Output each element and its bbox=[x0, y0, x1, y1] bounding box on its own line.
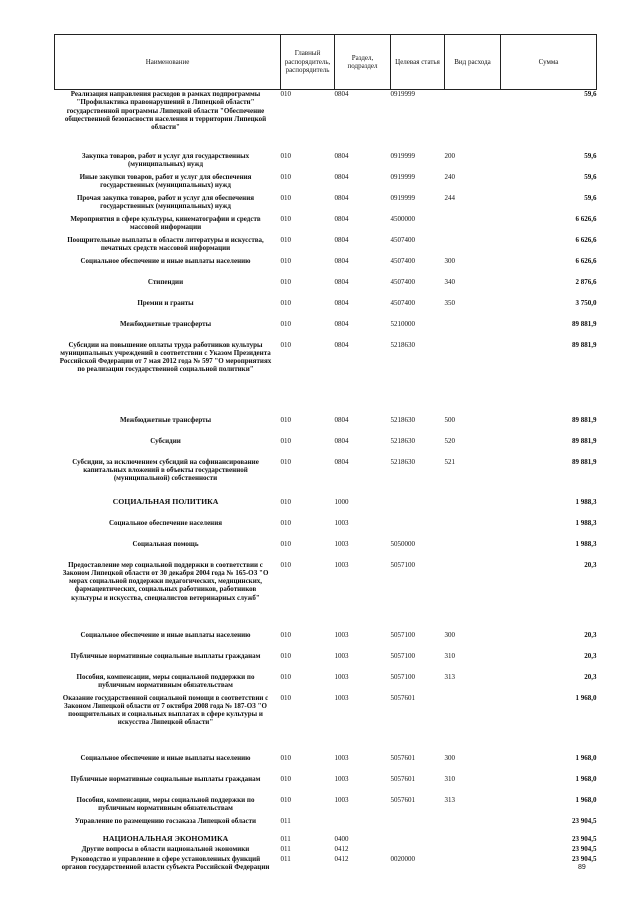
row-expense-type bbox=[445, 90, 501, 152]
row-admin: 010 bbox=[280, 298, 291, 307]
header-name: Наименование bbox=[55, 35, 281, 90]
row-name: Мероприятия в сфере культуры, кинематографии и средств массовой информации bbox=[70, 214, 261, 231]
table-row bbox=[55, 278, 597, 299]
header-amount: Сумма bbox=[501, 35, 597, 90]
row-section: 1003 bbox=[334, 560, 349, 569]
row-section: 1003 bbox=[334, 539, 349, 548]
row-admin: 010 bbox=[280, 795, 291, 804]
row-name: Премии и гранты bbox=[137, 298, 194, 307]
table-row bbox=[55, 215, 597, 236]
row-section: 1003 bbox=[334, 774, 349, 783]
row-expense-type bbox=[445, 835, 501, 845]
row-expense-type bbox=[445, 817, 501, 835]
row-admin: 011 bbox=[280, 834, 291, 843]
row-target bbox=[391, 845, 445, 855]
row-admin: 010 bbox=[280, 193, 291, 202]
table-header-row bbox=[55, 35, 597, 90]
row-expense-type: 300 bbox=[444, 753, 455, 762]
row-section: 1000 bbox=[334, 497, 349, 506]
row-section: 0804 bbox=[334, 151, 349, 160]
row-admin: 010 bbox=[280, 518, 291, 527]
row-section: 0412 bbox=[334, 854, 349, 863]
row-name: Предоставление мер социальной поддержки в соответствии с Законом Липецкой области от 30 декабря 2004 года № 165-ОЗ "О мерах социальной поддержки педагогических, медицинских, фармацевтических, социальных работников, работников культуры и искусства, специалистов ветеринарных служб" bbox=[62, 560, 269, 602]
row-name: Стипендии bbox=[147, 277, 184, 286]
row-target: 5218630 bbox=[390, 457, 415, 466]
table-row bbox=[55, 845, 597, 855]
row-name: СОЦИАЛЬНАЯ ПОЛИТИКА bbox=[112, 496, 219, 506]
row-admin: 010 bbox=[280, 172, 291, 181]
table-row bbox=[55, 540, 597, 561]
budget-table-sheet bbox=[54, 34, 596, 883]
row-target bbox=[391, 519, 445, 540]
row-section: 1003 bbox=[334, 630, 349, 639]
row-name: Социальное обеспечение и иные выплаты населению bbox=[80, 753, 251, 762]
page-number: 89 bbox=[578, 864, 586, 871]
row-section: 1003 bbox=[334, 753, 349, 762]
row-admin: 010 bbox=[280, 256, 291, 265]
row-section bbox=[335, 817, 391, 835]
row-target: 5057100 bbox=[390, 651, 415, 660]
row-name: Поощрительные выплаты в области литературы и искусства, печатных средств массовой информации bbox=[67, 235, 264, 252]
row-target: 4507400 bbox=[390, 235, 415, 244]
table-row bbox=[55, 796, 597, 817]
row-amount: 89 881,9 bbox=[572, 436, 597, 445]
row-target: 5057100 bbox=[390, 630, 415, 639]
row-target: 5210000 bbox=[390, 319, 415, 328]
row-target: 5057601 bbox=[390, 795, 415, 804]
row-expense-type bbox=[445, 540, 501, 561]
row-admin: 010 bbox=[280, 415, 291, 424]
row-name: Прочая закупка товаров, работ и услуг для обеспечения государственных (муниципальных) нужд bbox=[76, 193, 255, 210]
row-amount: 20,3 bbox=[584, 560, 597, 569]
row-amount: 1 988,3 bbox=[575, 497, 597, 506]
row-name: Субсидии на повышение оплаты труда работников культуры муниципальных учреждений в соответствии с Указом Президента Российской Федерации от 7 мая 2012 года № 597 "О мероприятиях по реализации государственной социальной политики" bbox=[59, 340, 272, 374]
row-expense-type bbox=[445, 694, 501, 754]
row-expense-type: 521 bbox=[444, 457, 455, 466]
row-name: Управление по размещению госзаказа Липецкой области bbox=[74, 816, 257, 825]
table-row bbox=[55, 631, 597, 652]
row-expense-type: 350 bbox=[444, 298, 455, 307]
row-target: 5057100 bbox=[390, 560, 415, 569]
row-section: 0804 bbox=[334, 436, 349, 445]
row-amount: 6 626,6 bbox=[575, 256, 597, 265]
row-expense-type bbox=[445, 341, 501, 416]
row-name: Руководство и управление в сфере установленных функций органов государственной власти субъекта Российской Федерации bbox=[61, 854, 270, 871]
row-amount: 23 904,5 bbox=[572, 834, 597, 843]
row-expense-type: 520 bbox=[444, 436, 455, 445]
table-row bbox=[55, 416, 597, 437]
table-row bbox=[55, 299, 597, 320]
row-amount: 89 881,9 bbox=[572, 457, 597, 466]
row-section: 0804 bbox=[334, 256, 349, 265]
table-row bbox=[55, 257, 597, 278]
row-target: 0919999 bbox=[390, 193, 415, 202]
row-target: 5057601 bbox=[390, 774, 415, 783]
row-amount: 59,6 bbox=[584, 151, 597, 160]
row-name: Оказание государственной социальной помощи в соответствии с Законом Липецкой области от 7 октября 2008 года № 187-ОЗ "О поощрительных и социальных выплатах в сфере культуры и искусства Липецкой области" bbox=[62, 693, 269, 727]
table-row bbox=[55, 498, 597, 519]
row-expense-type: 244 bbox=[444, 193, 455, 202]
row-admin: 010 bbox=[280, 319, 291, 328]
row-amount: 89 881,9 bbox=[572, 340, 597, 349]
table-row bbox=[55, 152, 597, 173]
row-target bbox=[391, 835, 445, 845]
row-name: Социальная помощь bbox=[132, 539, 199, 548]
row-amount: 20,3 bbox=[584, 630, 597, 639]
row-amount: 1 968,0 bbox=[575, 795, 597, 804]
table-row bbox=[55, 458, 597, 498]
row-expense-type bbox=[445, 236, 501, 257]
row-amount: 6 626,6 bbox=[575, 235, 597, 244]
row-target: 4507400 bbox=[390, 256, 415, 265]
row-admin: 010 bbox=[280, 774, 291, 783]
row-name: Иные закупки товаров, работ и услуг для обеспечения государственных (муниципальных) нужд bbox=[79, 172, 252, 189]
row-admin: 010 bbox=[280, 672, 291, 681]
table-row bbox=[55, 320, 597, 341]
row-admin: 010 bbox=[280, 90, 291, 98]
row-admin: 010 bbox=[280, 651, 291, 660]
row-target bbox=[391, 498, 445, 519]
row-admin: 011 bbox=[280, 854, 291, 863]
row-admin: 010 bbox=[280, 753, 291, 762]
row-admin: 010 bbox=[280, 457, 291, 466]
header-target: Целевая статья bbox=[391, 35, 445, 90]
table-row bbox=[55, 817, 597, 835]
row-target: 0919999 bbox=[390, 151, 415, 160]
row-amount: 6 626,6 bbox=[575, 214, 597, 223]
row-amount: 89 881,9 bbox=[572, 415, 597, 424]
row-expense-type bbox=[445, 498, 501, 519]
row-section: 1003 bbox=[334, 651, 349, 660]
row-section: 1003 bbox=[334, 693, 349, 702]
row-expense-type: 313 bbox=[444, 672, 455, 681]
row-name: НАЦИОНАЛЬНАЯ ЭКОНОМИКА bbox=[102, 833, 229, 843]
row-expense-type: 200 bbox=[444, 151, 455, 160]
table-row bbox=[55, 236, 597, 257]
row-amount: 23 904,5 bbox=[572, 844, 597, 853]
table-row bbox=[55, 173, 597, 194]
row-section: 0804 bbox=[334, 235, 349, 244]
row-expense-type: 300 bbox=[444, 256, 455, 265]
row-section: 0804 bbox=[334, 298, 349, 307]
row-target: 5218630 bbox=[390, 340, 415, 349]
row-amount: 23 904,5 bbox=[572, 854, 597, 863]
row-section: 0804 bbox=[334, 277, 349, 286]
row-name: Публичные нормативные социальные выплаты гражданам bbox=[70, 774, 261, 783]
row-expense-type bbox=[445, 215, 501, 236]
row-section: 0804 bbox=[334, 172, 349, 181]
table-row bbox=[55, 754, 597, 775]
row-section: 0804 bbox=[334, 214, 349, 223]
row-name: Социальное обеспечение и иные выплаты населению bbox=[80, 256, 251, 265]
row-expense-type: 240 bbox=[444, 172, 455, 181]
row-admin: 010 bbox=[280, 151, 291, 160]
row-section: 0400 bbox=[334, 834, 349, 843]
table-row bbox=[55, 775, 597, 796]
row-amount: 2 876,6 bbox=[575, 277, 597, 286]
row-name: Другие вопросы в области национальной экономики bbox=[81, 844, 250, 853]
row-section: 0804 bbox=[334, 319, 349, 328]
table-row bbox=[55, 835, 597, 845]
row-name: Межбюджетные трансферты bbox=[119, 319, 212, 328]
row-admin: 010 bbox=[280, 436, 291, 445]
table-row bbox=[55, 561, 597, 631]
row-name: Социальное обеспечение и иные выплаты населению bbox=[80, 630, 251, 639]
row-admin: 010 bbox=[280, 214, 291, 223]
row-amount: 23 904,5 bbox=[572, 816, 597, 825]
table-row bbox=[55, 652, 597, 673]
header-expense-type: Вид расхода bbox=[445, 35, 501, 90]
row-target bbox=[391, 817, 445, 835]
row-admin: 010 bbox=[280, 630, 291, 639]
row-section: 0804 bbox=[334, 90, 349, 98]
table-row bbox=[55, 90, 597, 152]
row-target: 5050000 bbox=[390, 539, 415, 548]
budget-table bbox=[54, 34, 597, 883]
row-amount: 59,6 bbox=[584, 90, 597, 98]
row-target: 0919999 bbox=[390, 90, 415, 98]
row-section: 0804 bbox=[334, 415, 349, 424]
row-amount: 59,6 bbox=[584, 172, 597, 181]
row-expense-type: 340 bbox=[444, 277, 455, 286]
row-target: 5218630 bbox=[390, 415, 415, 424]
row-admin: 010 bbox=[280, 340, 291, 349]
row-admin: 010 bbox=[280, 560, 291, 569]
row-admin: 010 bbox=[280, 693, 291, 702]
row-target: 5057601 bbox=[390, 753, 415, 762]
table-row bbox=[55, 694, 597, 754]
row-amount: 20,3 bbox=[584, 672, 597, 681]
row-section: 0412 bbox=[334, 844, 349, 853]
row-expense-type bbox=[445, 845, 501, 855]
row-expense-type: 500 bbox=[444, 415, 455, 424]
row-section: 1003 bbox=[334, 672, 349, 681]
table-row bbox=[55, 341, 597, 416]
row-admin: 010 bbox=[280, 497, 291, 506]
row-amount: 1 988,3 bbox=[575, 518, 597, 527]
row-admin: 010 bbox=[280, 539, 291, 548]
row-name: Закупка товаров, работ и услуг для государственных (муниципальных) нужд bbox=[81, 151, 250, 168]
row-expense-type bbox=[445, 519, 501, 540]
row-amount: 1 968,0 bbox=[575, 774, 597, 783]
row-name: Субсидии bbox=[150, 436, 181, 445]
row-expense-type: 310 bbox=[444, 651, 455, 660]
row-name: Субсидии, за исключением субсидий на софинансирование капитальных вложений в объекты государственной (муниципальной) собственности bbox=[72, 457, 259, 483]
row-admin: 010 bbox=[280, 235, 291, 244]
row-amount: 1 988,3 bbox=[575, 539, 597, 548]
row-name: Социальное обеспечение населения bbox=[108, 518, 223, 527]
table-row bbox=[55, 519, 597, 540]
header-admin: Главный распорядитель, распорядитель bbox=[281, 35, 335, 90]
row-target: 0020000 bbox=[390, 854, 415, 863]
row-target: 5218630 bbox=[390, 436, 415, 445]
row-section: 0804 bbox=[334, 340, 349, 349]
row-amount: 89 881,9 bbox=[572, 319, 597, 328]
row-name: Публичные нормативные социальные выплаты гражданам bbox=[70, 651, 261, 660]
row-amount: 20,3 bbox=[584, 651, 597, 660]
row-amount: 59,6 bbox=[584, 193, 597, 202]
row-target: 5057601 bbox=[390, 693, 415, 702]
row-name: Пособия, компенсации, меры социальной поддержки по публичным нормативным обязательствам bbox=[76, 672, 255, 689]
row-section: 1003 bbox=[334, 518, 349, 527]
table-row bbox=[55, 194, 597, 215]
table-row bbox=[55, 855, 597, 883]
row-section: 0804 bbox=[334, 457, 349, 466]
table-row bbox=[55, 673, 597, 694]
row-amount: 1 968,0 bbox=[575, 753, 597, 762]
row-expense-type bbox=[445, 855, 501, 883]
row-section: 0804 bbox=[334, 193, 349, 202]
row-expense-type: 313 bbox=[444, 795, 455, 804]
header-section: Раздел, подраздел bbox=[335, 35, 391, 90]
row-target: 5057100 bbox=[390, 672, 415, 681]
row-admin: 011 bbox=[280, 816, 291, 825]
row-target: 0919999 bbox=[390, 172, 415, 181]
row-expense-type: 310 bbox=[444, 774, 455, 783]
row-expense-type bbox=[445, 320, 501, 341]
row-target: 4507400 bbox=[390, 277, 415, 286]
row-name: Реализация направления расходов в рамках подпрограммы "Профилактика правонарушений в Липецкой области" государственной программы Липецкой области "Обеспечение общественной безопасности населения и территории Липецкой области" bbox=[64, 90, 267, 132]
row-admin: 010 bbox=[280, 277, 291, 286]
row-target: 4500000 bbox=[390, 214, 415, 223]
row-amount: 1 968,0 bbox=[575, 693, 597, 702]
row-name: Пособия, компенсации, меры социальной поддержки по публичным нормативным обязательствам bbox=[76, 795, 255, 812]
row-name: Межбюджетные трансферты bbox=[119, 415, 212, 424]
row-section: 1003 bbox=[334, 795, 349, 804]
table-row bbox=[55, 437, 597, 458]
row-expense-type: 300 bbox=[444, 630, 455, 639]
row-expense-type bbox=[445, 561, 501, 631]
row-target: 4507400 bbox=[390, 298, 415, 307]
row-admin: 011 bbox=[280, 844, 291, 853]
row-amount: 3 750,0 bbox=[575, 298, 597, 307]
